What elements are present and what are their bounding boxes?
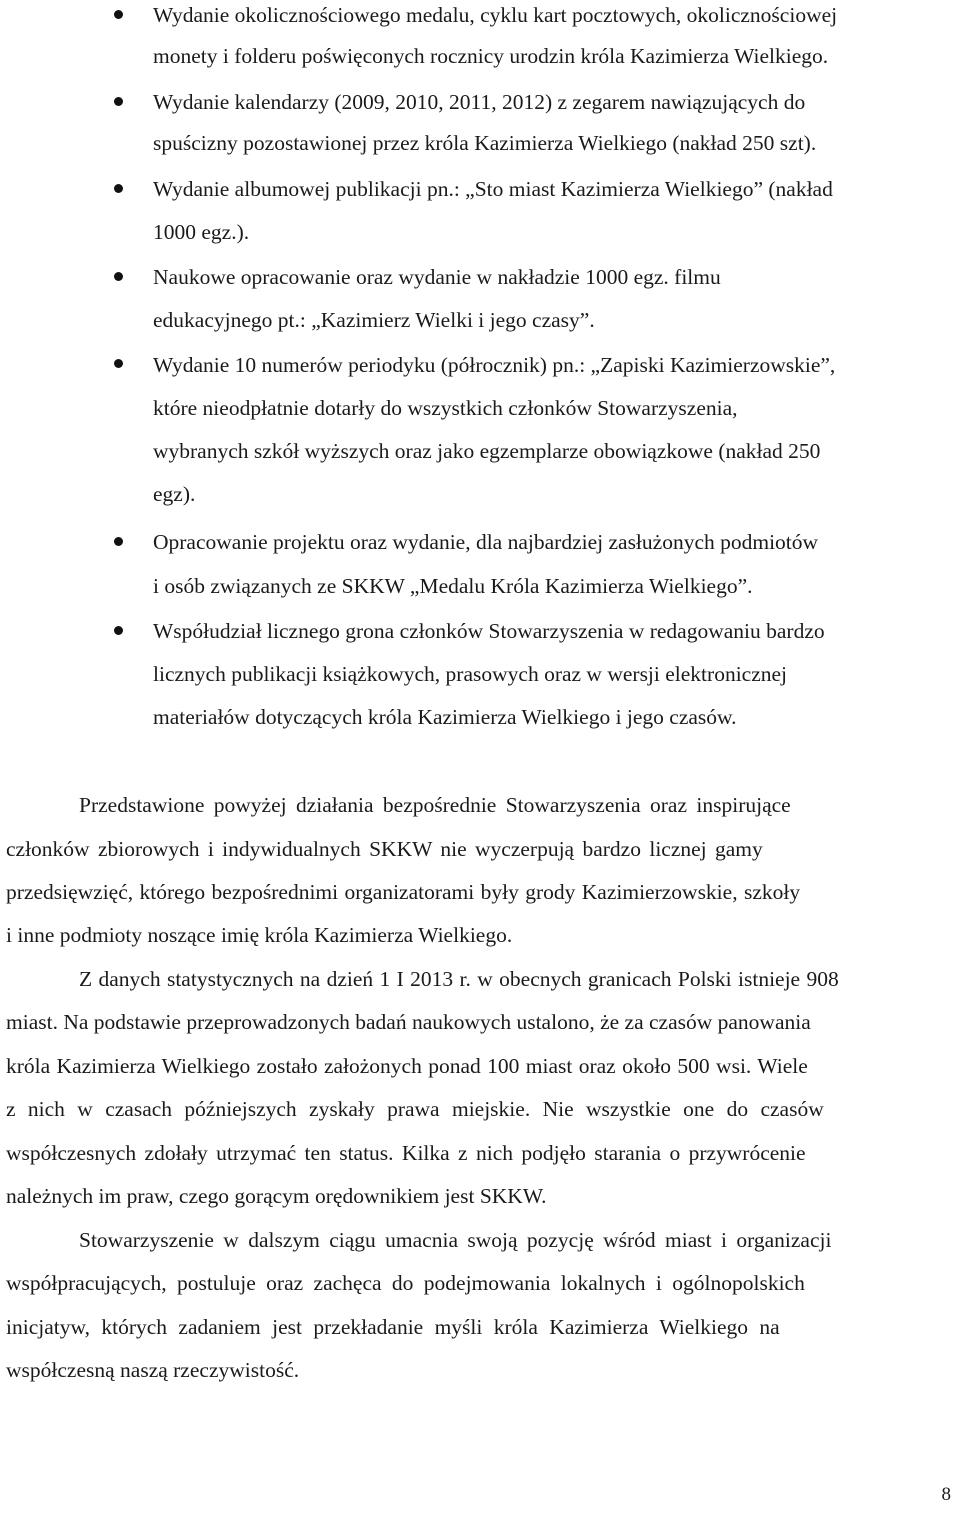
- paragraph-line: Przedstawione powyżej działania bezpośrednie Stowarzyszenia oraz inspirujące: [79, 793, 791, 817]
- paragraph-line: Stowarzyszenie w dalszym ciągu umacnia swoją pozycję wśród miast i organizacji: [79, 1228, 832, 1252]
- list-item-line: materiałów dotyczących króla Kazimierza Wielkiego i jego czasów.: [153, 705, 737, 729]
- list-item-line: Współudział licznego grona członków Stowarzyszenia w redagowaniu bardzo: [153, 619, 825, 643]
- page-number: 8: [941, 1484, 951, 1505]
- bullet-icon: [114, 97, 123, 106]
- list-item-line: 1000 egz.).: [153, 220, 250, 244]
- list-item-line: licznych publikacji książkowych, prasowych oraz w wersji elektronicznej: [153, 662, 788, 686]
- list-item-line: wybranych szkół wyższych oraz jako egzemplarze obowiązkowe (nakład 250: [153, 439, 821, 463]
- paragraph-line: przedsięwzięć, którego bezpośrednimi organizatorami były grody Kazimierzowskie, szkoły: [6, 880, 801, 904]
- list-item-line: egz).: [153, 482, 196, 506]
- paragraph-line: członków zbiorowych i indywidualnych SKKW nie wyczerpują bardzo licznej gamy: [6, 837, 763, 861]
- bullet-icon: [114, 537, 123, 546]
- list-item-line: i osób związanych ze SKKW „Medalu Króla Kazimierza Wielkiego”.: [153, 574, 753, 598]
- bullet-icon: [114, 359, 123, 368]
- list-item-line: Wydanie 10 numerów periodyku (półrocznik) pn.: „Zapiski Kazimierzowskie”,: [153, 353, 836, 377]
- paragraph-line: i inne podmioty noszące imię króla Kazimierza Wielkiego.: [6, 923, 513, 947]
- paragraph-line: króla Kazimierza Wielkiego zostało założonych ponad 100 miast oraz około 500 wsi. Wiele: [6, 1054, 808, 1078]
- list-item-line: edukacyjnego pt.: „Kazimierz Wielki i jego czasy”.: [153, 308, 595, 332]
- list-item-line: Naukowe opracowanie oraz wydanie w nakładzie 1000 egz. filmu: [153, 265, 721, 289]
- bullet-icon: [114, 272, 123, 281]
- bullet-icon: [114, 184, 123, 193]
- paragraph-line: z nich w czasach późniejszych zyskały prawa miejskie. Nie wszystkie one do czasów: [6, 1097, 824, 1121]
- bullet-icon: [114, 10, 123, 19]
- paragraph-line: należnych im praw, czego gorącym orędownikiem jest SKKW.: [6, 1184, 547, 1208]
- paragraph-line: współczesnych zdołały utrzymać ten status. Kilka z nich podjęło starania o przywrócenie: [6, 1141, 806, 1165]
- paragraph-line: Z danych statystycznych na dzień 1 I 2013 r. w obecnych granicach Polski istnieje 908: [79, 967, 839, 991]
- paragraph-line: współczesną naszą rzeczywistość.: [6, 1358, 300, 1382]
- list-item-line: Opracowanie projektu oraz wydanie, dla najbardziej zasłużonych podmiotów: [153, 530, 819, 554]
- list-item-line: monety i folderu poświęconych rocznicy urodzin króla Kazimierza Wielkiego.: [153, 44, 829, 68]
- list-item-line: Wydanie okolicznościowego medalu, cyklu kart pocztowych, okolicznościowej: [153, 3, 838, 27]
- list-item-line: spuścizny pozostawionej przez króla Kazimierza Wielkiego (nakład 250 szt).: [153, 131, 817, 155]
- paragraph-line: inicjatyw, których zadaniem jest przekładanie myśli króla Kazimierza Wielkiego na: [6, 1315, 780, 1339]
- paragraph-line: miast. Na podstawie przeprowadzonych badań naukowych ustalono, że za czasów panowania: [6, 1010, 811, 1034]
- paragraph-line: współpracujących, postuluje oraz zachęca do podejmowania lokalnych i ogólnopolskich: [6, 1271, 805, 1295]
- bullet-icon: [114, 626, 123, 635]
- list-item-line: które nieodpłatnie dotarły do wszystkich członków Stowarzyszenia,: [153, 396, 738, 420]
- list-item-line: Wydanie albumowej publikacji pn.: „Sto miast Kazimierza Wielkiego” (nakład: [153, 177, 833, 201]
- list-item-line: Wydanie kalendarzy (2009, 2010, 2011, 2012) z zegarem nawiązujących do: [153, 90, 806, 114]
